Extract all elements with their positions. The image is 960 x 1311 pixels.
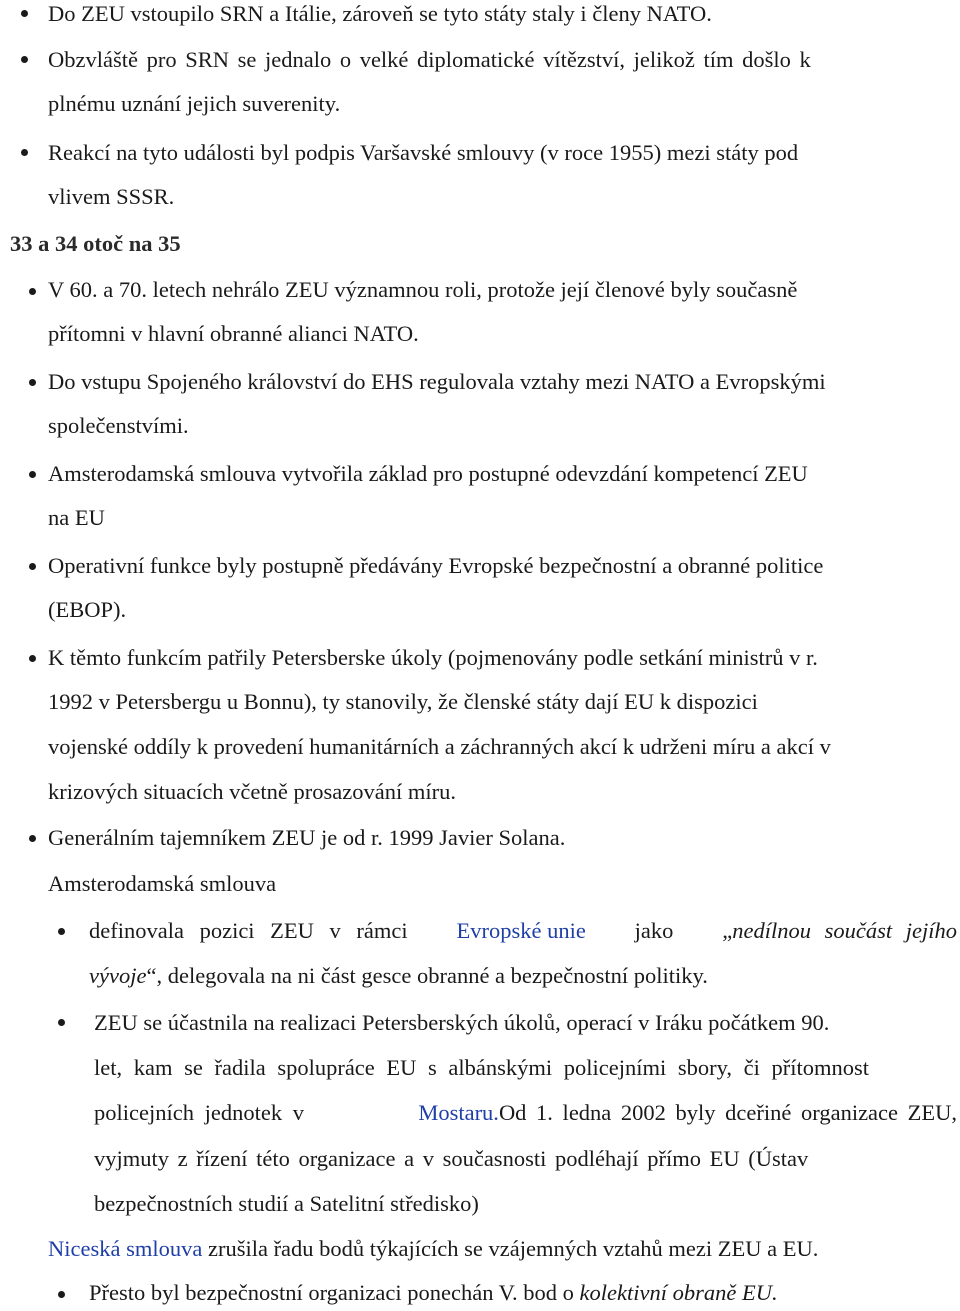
bullet-icon xyxy=(58,1019,65,1026)
item-7-line-1: Operativní funkce byly postupně předávány Evropské bezpečnostní a obranné politice xyxy=(48,553,824,578)
quote-close: “ xyxy=(146,963,157,988)
item-2-line-1 xyxy=(48,46,957,74)
nice-paragraph xyxy=(48,1235,818,1263)
bullet-icon xyxy=(29,563,36,570)
item-1-line-1: Do ZEU vstoupilo SRN a Itálie, zároveň se tyto státy staly i členy NATO. xyxy=(48,1,712,26)
sub-2-line-2-text: let, kam se řadila spolupráce EU s albánskými policejními sbory, či přítomnost xyxy=(94,1055,870,1080)
item-5-line-1: Do vstupu Spojeného království do EHS regulovala vztahy mezi NATO a Evropskými xyxy=(48,369,826,394)
sub-2-line-3 xyxy=(94,1099,957,1127)
item-6-line-2: na EU xyxy=(48,505,105,530)
item-8-line-3: vojenské oddíly k provedení humanitárních a záchranných akcí k udrženi míru a akcí v xyxy=(48,734,831,759)
sub-2-line-3-rest xyxy=(418,1099,957,1127)
quote-open: „ xyxy=(722,918,733,943)
sub-2-line-2 xyxy=(94,1054,957,1082)
bullet-icon xyxy=(21,56,28,63)
sub-1-italic-2: vývoje xyxy=(89,963,147,988)
amsterdam-heading: Amsterodamská smlouva xyxy=(48,871,277,896)
bullet-icon xyxy=(58,1291,65,1298)
sub-2-line-3-pre: policejních jednotek v xyxy=(94,1100,304,1125)
sub-1-rest: , delegovala na ni část gesce obranné a bezpečnostní politiky. xyxy=(156,963,708,988)
sub-2-line-1: ZEU se účastnila na realizaci Petersberských úkolů, operací v Iráku počátkem 90. xyxy=(94,1010,830,1035)
sub-1-mid: jako xyxy=(634,918,674,943)
item-2-line-1-text: Obzvláště pro SRN se jednalo o velké diplomatické vítězství, jelikož tím došlo k xyxy=(48,47,811,72)
sub-1-quote xyxy=(722,917,957,945)
item-4-line-2: přítomni v hlavní obranné alianci NATO. xyxy=(48,321,419,346)
bullet-icon xyxy=(29,835,36,842)
item-2-line-2: plnému uznání jejich suverenity. xyxy=(48,91,341,116)
item-3-line-2: vlivem SSSR. xyxy=(48,184,175,209)
mostar-link[interactable]: Mostaru. xyxy=(418,1100,499,1125)
sub-2-line-5: bezpečnostních studií a Satelitní středisko) xyxy=(94,1191,479,1216)
sub-1-pre: definovala pozici ZEU v rámci xyxy=(89,918,408,943)
sub-2-line-4-text: vyjmuty z řízení této organizace a v současnosti podléhají přímo EU (Ústav xyxy=(94,1146,809,1171)
sub-2-line-3-post: Od 1. ledna 2002 byly dceřiné organizace ZEU, xyxy=(498,1100,957,1125)
last-line xyxy=(89,1279,778,1307)
item-5-line-2: společenstvími. xyxy=(48,413,189,438)
sub-1-line-2 xyxy=(89,962,708,990)
bullet-icon xyxy=(29,655,36,662)
item-4-line-1: V 60. a 70. letech nehrálo ZEU významnou roli, protože její členové byly současně xyxy=(48,277,798,302)
bullet-icon xyxy=(29,471,36,478)
nice-link[interactable]: Niceská smlouva xyxy=(48,1236,203,1261)
bullet-icon xyxy=(21,10,28,17)
bullet-icon xyxy=(29,288,36,295)
item-8-line-1: K těmto funkcím patřily Petersberske úkoly (pojmenovány podle setkání ministrů v r. xyxy=(48,645,818,670)
eu-link[interactable]: Evropské unie xyxy=(456,918,586,943)
bullet-icon xyxy=(29,379,36,386)
item-3-line-1: Reakcí na tyto události byl podpis Varšavské smlouvy (v roce 1955) mezi státy pod xyxy=(48,140,799,165)
item-8-line-4: krizových situacích včetně prosazování míru. xyxy=(48,779,456,804)
item-6-line-1: Amsterodamská smlouva vytvořila základ pro postupné odevzdání kompetencí ZEU xyxy=(48,461,808,486)
bullet-icon xyxy=(58,928,65,935)
last-italic: kolektivní obraně EU. xyxy=(579,1280,778,1305)
nice-rest: zrušila řadu bodů týkajících se vzájemných vztahů mezi ZEU a EU. xyxy=(202,1236,819,1261)
item-9-line-1: Generálním tajemníkem ZEU je od r. 1999 Javier Solana. xyxy=(48,825,566,850)
bullet-icon xyxy=(21,149,28,156)
page-note: 33 a 34 otoč na 35 xyxy=(10,231,181,256)
sub-2-line-4 xyxy=(94,1145,957,1173)
sub-1-line-1 xyxy=(89,917,957,945)
item-7-line-2: (EBOP). xyxy=(48,597,127,622)
item-8-line-2: 1992 v Petersbergu u Bonnu), ty stanovily, že členské státy dají EU k dispozici xyxy=(48,689,758,714)
sub-1-italic: nedílnou součást jejího xyxy=(732,918,957,943)
last-pre: Přesto byl bezpečnostní organizaci ponechán V. bod o xyxy=(89,1280,580,1305)
